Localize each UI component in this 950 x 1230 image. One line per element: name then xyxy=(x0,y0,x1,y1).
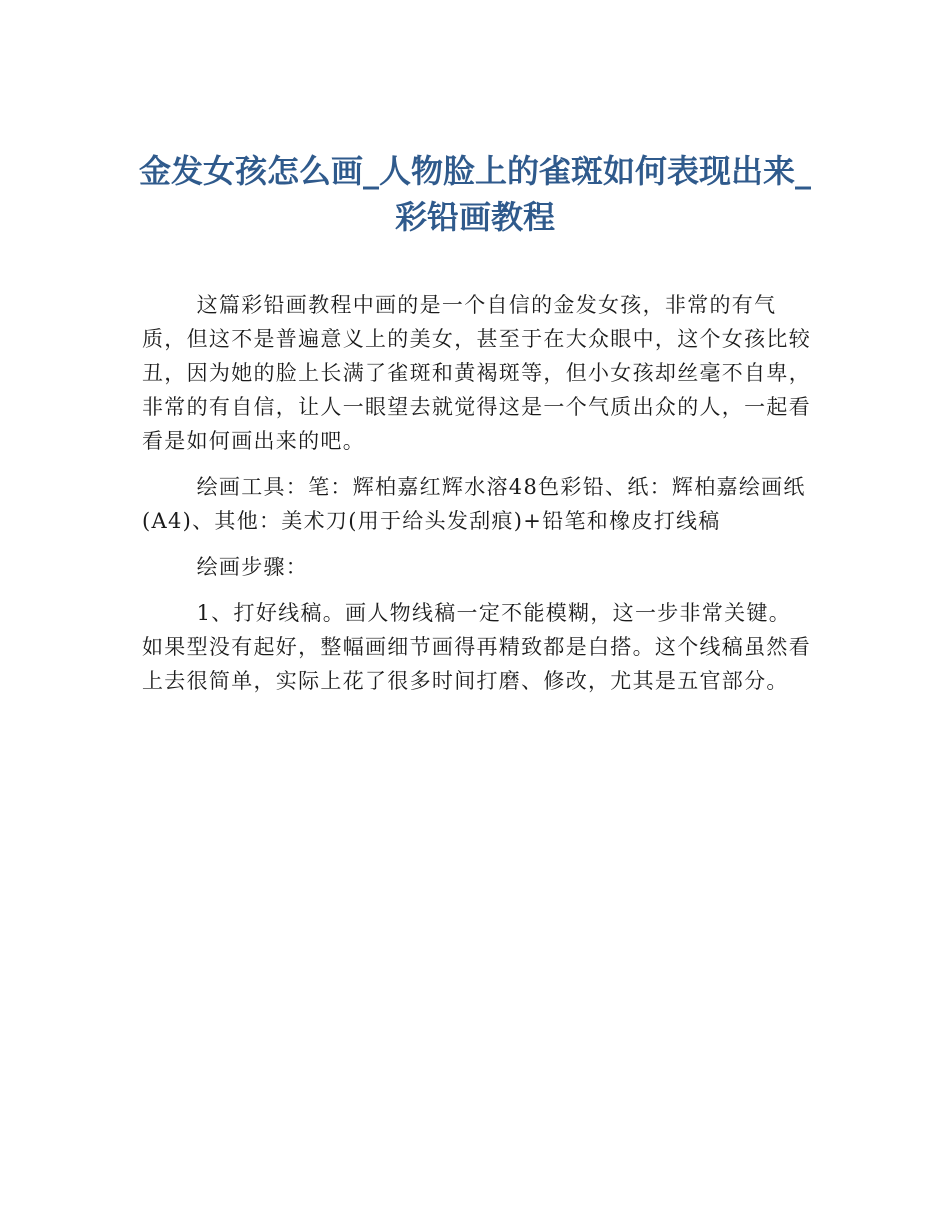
paragraph-step-1: 1、打好线稿。画人物线稿一定不能模糊，这一步非常关键。如果型没有起好，整幅画细节画得再精致都是白搭。这个线稿虽然看上去很简单，实际上花了很多时间打磨、修改，尤其是五官部分。 xyxy=(142,601,811,693)
paragraph-tools: 绘画工具：笔：辉柏嘉红辉水溶48色彩铅、纸：辉柏嘉绘画纸(A4)、其他：美术刀(用于给头发刮痕)+铅笔和橡皮打线稿 xyxy=(142,475,806,533)
paragraph-steps-heading: 绘画步骤： xyxy=(196,555,309,579)
document-title: 金发女孩怎么画_人物脸上的雀斑如何表现出来_彩铅画教程 xyxy=(138,152,811,236)
paragraph-intro: 这篇彩铅画教程中画的是一个自信的金发女孩，非常的有气质，但这不是普遍意义上的美女，甚至于在大众眼中，这个女孩比较丑，因为她的脸上长满了雀斑和黄褐斑等，但小女孩却丝毫不自卑，非常的有自信，让人一眼望去就觉得这是一个气质出众的人，一起看看是如何画出来的吧。 xyxy=(142,293,811,453)
document-body xyxy=(142,288,812,710)
